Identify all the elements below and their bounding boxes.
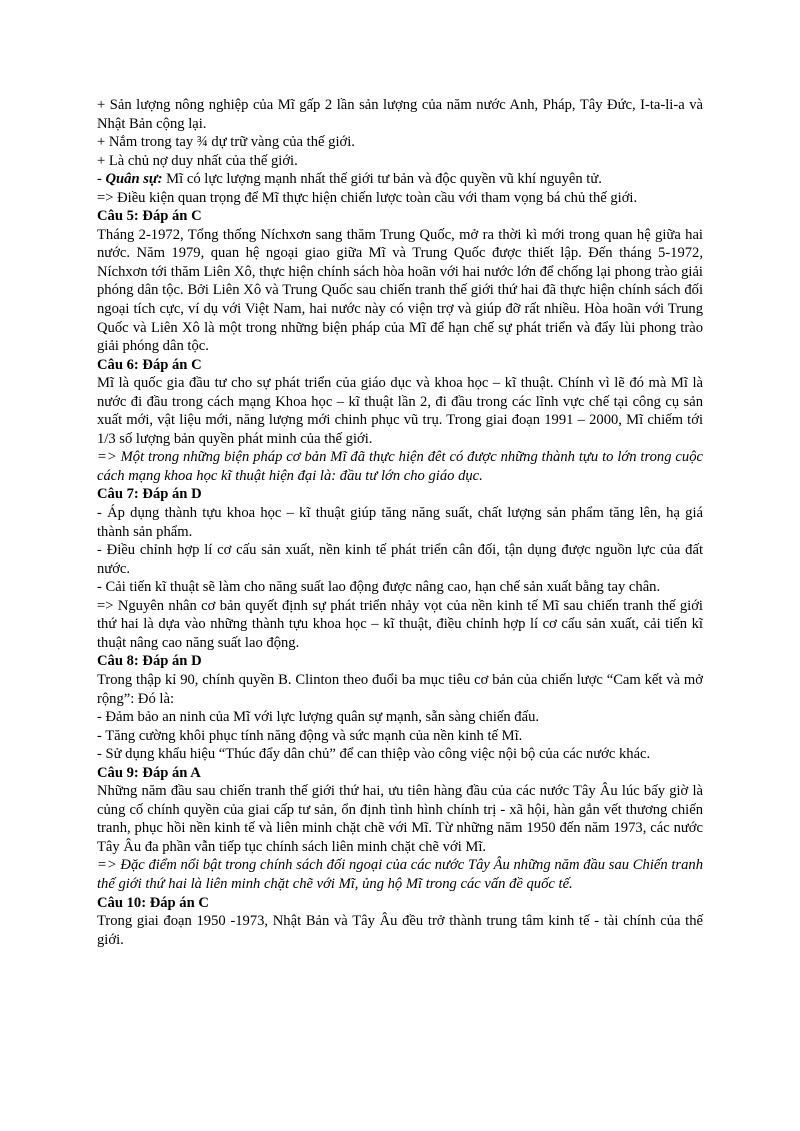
paragraph-creditor: + Là chủ nợ duy nhất của thế giới. <box>97 152 298 169</box>
paragraph-military <box>97 170 703 189</box>
paragraph-conclusion-4: => Điều kiện quan trọng để Mĩ thực hiện chiến lược toàn cầu với tham vọng bá chủ thế giới. <box>97 189 638 206</box>
question-7-item-2: - Điều chỉnh hợp lí cơ cấu sản xuất, nền kinh tế phát triển cân đối, tận dụng được nguồn lực của đất nước. <box>97 542 703 577</box>
question-7-heading: Câu 7: Đáp án D <box>97 486 202 503</box>
question-9-text: Những năm đầu sau chiến tranh thế giới thứ hai, ưu tiên hàng đầu của các nước Tây Âu lúc bấy giờ là củng cố chính quyền của giai cấp tư sản, ổn định tình hình chính trị - xã hội, hàn gắn vết thương chiến tranh, phục hồi nền kinh tế và liên minh chặt chẽ với Mĩ. Từ những năm 1950 đến năm 1973, các nước Tây Âu đa phần vẫn tiếp tục chính sách liên minh chặt chẽ với Mĩ. <box>97 783 703 855</box>
question-9-conclusion: => Đặc điểm nổi bật trong chính sách đối ngoại của các nước Tây Âu những năm đầu sau Chiến tranh thế giới thứ hai là liên minh chặt chẽ với Mĩ, ủng hộ Mĩ trong các vấn đề quốc tế. <box>97 857 703 892</box>
paragraph-agriculture: + Sản lượng nông nghiệp của Mĩ gấp 2 lần sản lượng của năm nước Anh, Pháp, Tây Đức, I-ta-li-a và Nhật Bản cộng lại. <box>97 97 703 132</box>
question-8-heading: Câu 8: Đáp án D <box>97 653 202 670</box>
question-8-item-2: - Tăng cường khôi phục tính năng động và sức mạnh của nền kinh tế Mĩ. <box>97 727 523 744</box>
question-8-item-3: - Sử dụng khẩu hiệu “Thúc đẩy dân chủ” để can thiệp vào công việc nội bộ của các nước khác. <box>97 746 651 763</box>
question-5-text: Tháng 2-1972, Tổng thống Níchxơn sang thăm Trung Quốc, mở ra thời kì mới trong quan hệ giữa hai nước. Năm 1979, quan hệ ngoại giao giữa Mĩ và Trung Quốc được thiết lập. Đến tháng 5-1972, Níchxơn tới thăm Liên Xô, thực hiện chính sách hòa hoãn với hai nước lớn để chống lại phong trào giải phóng dân tộc. Bởi Liên Xô và Trung Quốc sau chiến tranh thế giới thứ hai đã thực hiện chính sách đối ngoại tích cực, ví dụ với Việt Nam, hai nước này có viện trợ và giúp đỡ rất nhiều. Hòa hoãn với Trung Quốc và Liên Xô là một trong những biện pháp của Mĩ để hạn chế sự phát triển và đẩy lùi phong trào giải phóng dân tộc. <box>97 226 703 355</box>
document-page <box>97 96 703 949</box>
question-6-heading: Câu 6: Đáp án C <box>97 356 202 373</box>
military-text: Mĩ có lực lượng mạnh nhất thế giới tư bản và độc quyền vũ khí nguyên tử. <box>162 171 602 188</box>
question-7-item-1: - Áp dụng thành tựu khoa học – kĩ thuật giúp tăng năng suất, chất lượng sản phẩm tăng lên, hạ giá thành sản phẩm. <box>97 505 703 540</box>
question-6-text: Mĩ là quốc gia đầu tư cho sự phát triển của giáo dục và khoa học – kĩ thuật. Chính vì lẽ đó mà Mĩ là nước đi đầu trong cách mạng Khoa học – kĩ thuật lần 2, đi đầu trong các lĩnh vực chế tại công cụ sản xuất mới, vật liệu mới, năng lượng mới chinh phục vũ trụ. Trong giai đoạn 1991 – 2000, Mĩ chiếm tới 1/3 số lượng bản quyền phát minh của thế giới. <box>97 375 703 447</box>
question-6-conclusion: => Một trong những biện pháp cơ bản Mĩ đã thực hiện đêt có được những thành tựu to lớn trong cuộc cách mạng khoa học kĩ thuật hiện đại là: đầu tư lớn cho giáo dục. <box>97 449 703 484</box>
question-10-text: Trong giai đoạn 1950 -1973, Nhật Bản và Tây Âu đều trở thành trung tâm kinh tế - tài chính của thế giới. <box>97 913 703 948</box>
paragraph-gold-reserve: + Nắm trong tay ¾ dự trữ vàng của thế giới. <box>97 134 355 151</box>
question-8-text: Trong thập kỉ 90, chính quyền B. Clinton theo đuổi ba mục tiêu cơ bản của chiến lược “Cam kết và mở rộng”: Đó là: <box>97 671 703 707</box>
question-7-item-3: - Cải tiến kĩ thuật sẽ làm cho năng suất lao động được nâng cao, hạn chế sản xuất bằng tay chân. <box>97 579 661 596</box>
question-10-heading: Câu 10: Đáp án C <box>97 894 209 911</box>
question-7-conclusion: => Nguyên nhân cơ bản quyết định sự phát triển nhảy vọt của nền kinh tế Mĩ sau chiến tranh thế giới thứ hai là dựa vào những thành tựu khoa học – kĩ thuật, điều chỉnh hợp lí cơ cấu sản xuất, cải tiến kĩ thuật nâng cao năng suất lao động. <box>97 597 703 651</box>
question-8-item-1: - Đảm bảo an ninh của Mĩ với lực lượng quân sự mạnh, sẵn sàng chiến đấu. <box>97 709 540 726</box>
military-prefix: - <box>97 171 106 188</box>
question-5-heading: Câu 5: Đáp án C <box>97 208 202 225</box>
question-9-heading: Câu 9: Đáp án A <box>97 764 201 781</box>
military-label: Quân sự: <box>105 171 163 188</box>
